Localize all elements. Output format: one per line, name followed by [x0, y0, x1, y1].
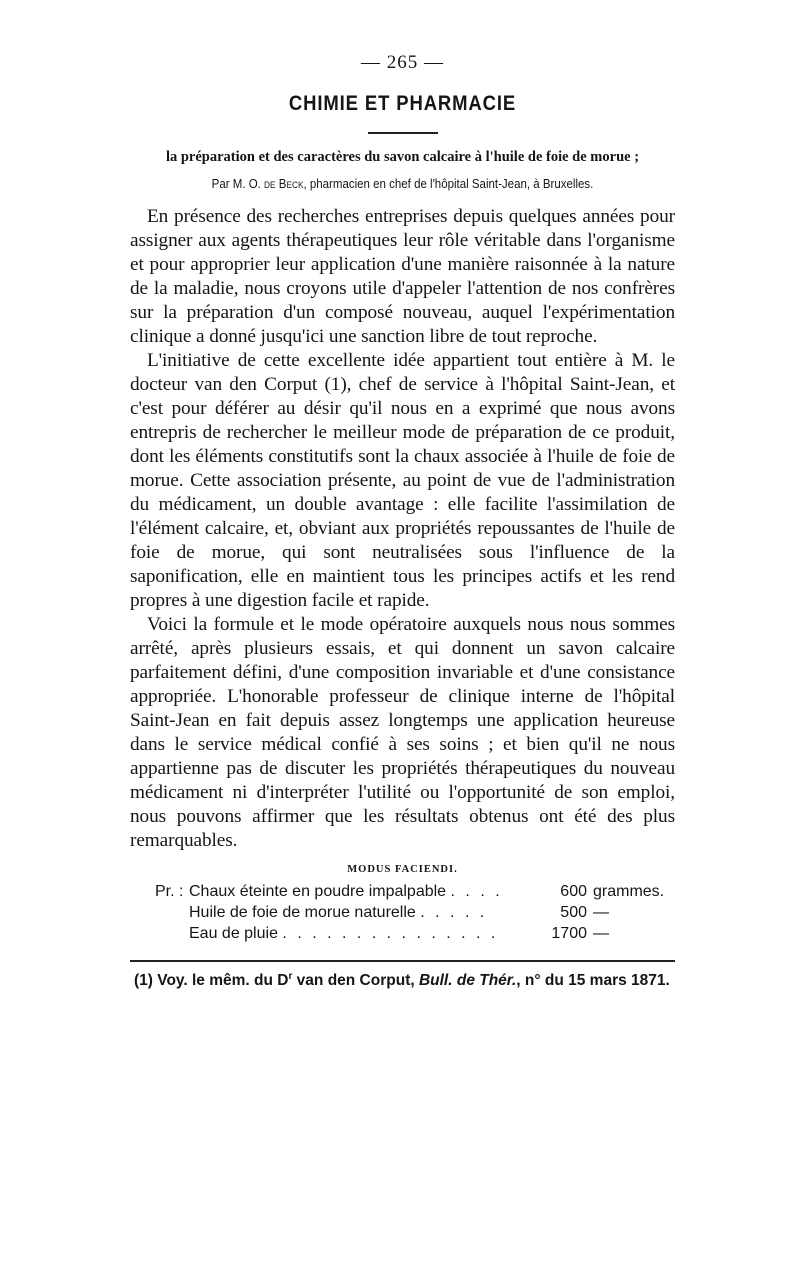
recipe-unit: —: [593, 925, 609, 942]
recipe-quantity: 500: [560, 904, 587, 921]
modus-faciendi-heading: MODUS FACIENDI.: [347, 864, 458, 875]
recipe-prefix: Pr. :: [155, 883, 184, 900]
book-page: [130, 52, 675, 990]
page-number: — 265 —: [361, 52, 444, 73]
article-title: la préparation et des caractères du savon calcaire à l'huile de foie de morue ;: [165, 149, 640, 165]
paragraph: En présence des recherches entreprises depuis quelques années pour assigner aux agents thérapeutiques leur rôle véritable dans l'organisme et pour approprier leur application d'une manière raisonnée à la nature de la maladie, nous croyons utile d'appeler l'attention de nos confrères sur la préparation d'un composé nouveau, auquel l'expérimentation clinique a donné jusqu'ici une sanction libre de tout reproche.: [130, 206, 675, 347]
byline-suffix: , pharmacien en chef de l'hôpital Saint-Jean, à Bruxelles.: [303, 177, 594, 191]
article-body: [130, 205, 675, 853]
recipe-row: [155, 904, 664, 925]
footnote-text: van den Corput,: [292, 972, 419, 989]
footnote-superscript: r: [288, 970, 293, 982]
footnote-text: (1) Voy. le mêm. du D: [134, 972, 289, 989]
paragraph: L'initiative de cette excellente idée appartient tout entière à M. le docteur van den Corput (1), chef de service à l'hôpital Saint-Jean, et c'est pour déférer au désir qu'il nous en a exprimé que nous avons entrepris de rechercher le meilleur mode de préparation de ce produit, dont les éléments constitutifs sont la chaux associée à l'huile de foie de morue. Cette association présente, au point de vue de l'administration du médicament, un double avantage : elle facilite l'assimilation de l'élément calcaire, et, obviant aux propriétés repoussantes de l'huile de foie de morue, qui sont neutralisées sous l'influence de la saponification, elle en maintient tous les principes actifs et les rend propres à une digestion facile et rapide.: [130, 350, 675, 611]
recipe-row: [155, 925, 664, 946]
recipe-unit: —: [593, 904, 609, 921]
author-particle: de: [264, 177, 276, 191]
footnote-journal: Bull. de Thér.: [418, 972, 517, 989]
footnote-divider: [130, 960, 675, 962]
section-title: CHIMIE ET PHARMACIE: [288, 92, 517, 115]
leader-dots: . . . . .: [420, 904, 488, 921]
recipe-row: [155, 883, 664, 904]
leader-dots: . . . .: [450, 883, 503, 900]
byline: [152, 177, 653, 191]
recipe-table: [155, 883, 664, 946]
recipe-quantity: 600: [560, 883, 587, 900]
recipe-unit: grammes.: [593, 883, 665, 900]
recipe-ingredient: [189, 904, 525, 925]
recipe-ingredient: [189, 883, 525, 904]
footnote-text: , n° du 15 mars 1871.: [516, 972, 670, 989]
recipe-ingredient: [189, 925, 525, 946]
byline-prefix: Par M. O.: [211, 177, 261, 191]
leader-dots: . . . . . . . . . . . . . . .: [282, 925, 499, 942]
author-name: Beck: [278, 177, 304, 191]
recipe-quantity: 1700: [551, 925, 587, 942]
ingredient-name: Chaux éteinte en poudre impalpable: [189, 883, 447, 900]
ingredient-name: Huile de foie de morue naturelle: [189, 904, 416, 921]
paragraph: Voici la formule et le mode opératoire auxquels nous nous sommes arrêté, après plusieurs essais, et qui donnent un savon calcaire parfaitement défini, d'une composition invariable et d'une consistance appropriée. L'honorable professeur de clinique interne de l'hôpital Saint-Jean en fait depuis assez longtemps une application heureuse dans le service médical confié à ses soins ; et bien qu'il ne nous appartienne pas de discuter les propriétés thérapeutiques du nouveau médicament ni d'interpréter l'utilité ou l'opportunité de son emploi, nous pouvons affirmer que les résultats obtenus ont été des plus remarquables.: [130, 614, 675, 851]
ingredient-name: Eau de pluie: [189, 925, 278, 942]
footnote: [134, 972, 675, 990]
title-divider: [368, 132, 438, 134]
